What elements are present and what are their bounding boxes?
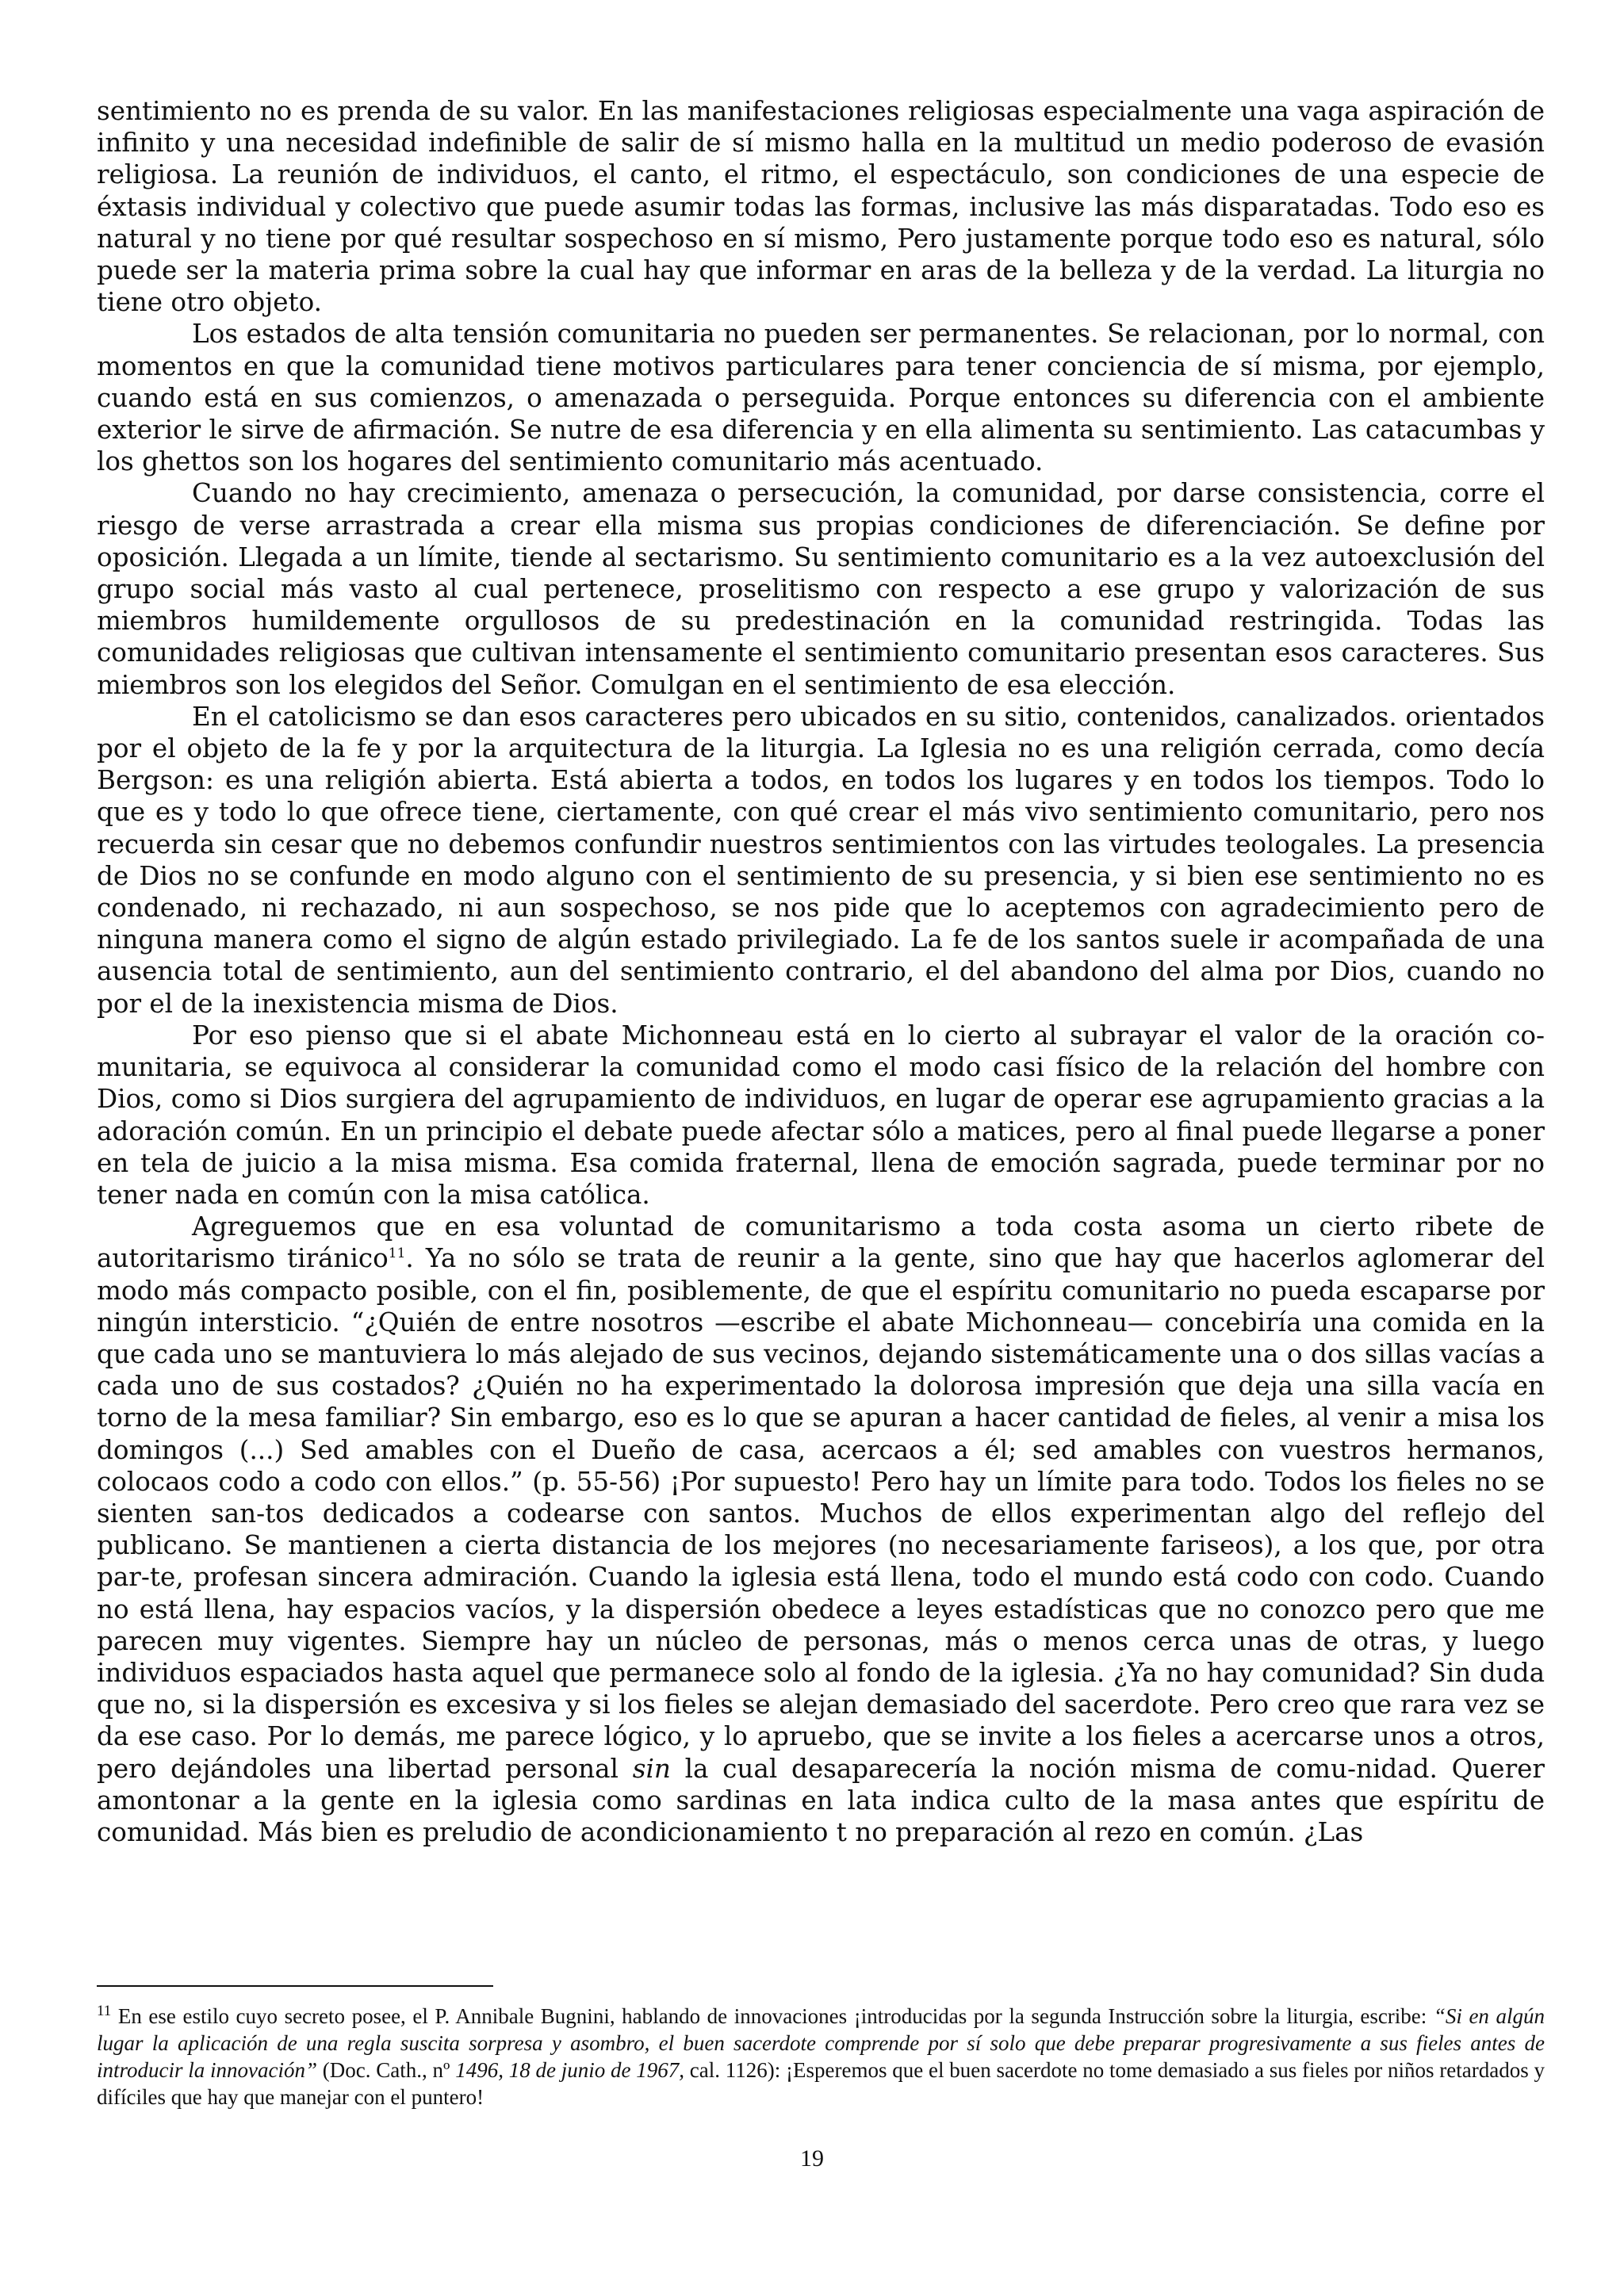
paragraph-3: Cuando no hay crecimiento, amenaza o persecución, la comunidad, por darse consistencia, corre el riesgo de verse arrastrada a crear ella misma sus propias condiciones de diferenciación. Se define por oposición. Llegada a un límite, tiende al sectarismo. Su sentimiento comunitario es a la vez autoexclusión del grupo social más vasto al cual pertenece, proselitismo con respecto a ese grupo y valorización de sus miembros humildemente orgullosos de su predestinación en la comunidad restringida. Todas las comunidades religiosas que cultivan intensamente el sentimiento comunitario presentan esos caracteres. Sus miembros son los elegidos del Señor. Comulgan en el sentimiento de esa elección. (97, 478, 1545, 700)
page-number: 19 (800, 2145, 824, 2172)
paragraph-6-start: Agreguemos que en esa voluntad de comunitarismo a toda costa asoma un cierto ribete de autoritarismo tiránico (97, 1211, 1545, 1274)
paragraph-6-end: la cual desaparecería la noción misma de comu-nidad. Querer amontonar a la gente en la iglesia como sardinas en lata indica culto de la masa antes que espíritu de comunidad. Más bien es preludio de acondicionamiento t no preparación al rezo en común. ¿Las (97, 1753, 1545, 1847)
footnote-number: 11 (97, 2003, 112, 2019)
footnote-11 (97, 2003, 1545, 2110)
footnote-text-end: cal. 1126): ¡Esperemos que el buen sacerdote no tome demasiado a sus fieles por niños retardados y difíciles que hay que manejar con el puntero! (97, 2058, 1545, 2109)
paragraph-6 (97, 1211, 1545, 1848)
footnote-divider (97, 1985, 493, 1987)
paragraph-4: En el catolicismo se dan esos caracteres pero ubicados en su sitio, contenidos, canalizados. orientados por el objeto de la fe y por la arquitectura de la liturgia. La Iglesia no es una religión cerrada, como decía Bergson: es una religión abierta. Está abierta a todos, en todos los lugares y en todos los tiempos. Todo lo que es y todo lo que ofrece tiene, ciertamente, con qué crear el más vivo sentimiento comunitario, pero nos recuerda sin cesar que no debemos confundir nuestros sentimientos con las virtudes teologales. La presencia de Dios no se confunde en modo alguno con el sentimiento de su presencia, y si bien ese sentimiento no es condenado, ni rechazado, ni aun sospechoso, se nos pide que lo aceptemos con agradecimiento pero de ninguna manera como el signo de algún estado privilegiado. La fe de los santos suele ir acompañada de una ausencia total de sentimiento, aun del sentimiento contrario, el del abandono del alma por Dios, cuando no por el de la inexistencia misma de Dios. (97, 701, 1545, 1019)
footnote-text-start: En ese estilo cuyo secreto posee, el P. Annibale Bugnini, hablando de innovaciones ¡introducidas por la segunda Instrucción sobre la liturgia, escribe: (111, 2004, 1434, 2028)
footnote-citation-date: 1496, 18 de junio de 1967, (455, 2058, 685, 2082)
paragraph-6-middle: . Ya no sólo se trata de reunir a la gente, sino que hay que hacerlos aglomerar del modo más compacto posible, con el fin, posiblemente, de que el espíritu comunitario no pueda escaparse por ningún intersticio. “¿Quién de entre nosotros —escribe el abate Michonneau— concebiría una comida en la que cada uno se mantuviera lo más alejado de sus vecinos, dejando sistemáticamente una o dos sillas vacías a cada uno de sus costados? ¿Quién no ha experimentado la dolorosa impresión que deja una silla vacía en torno de la mesa familiar? Sin embargo, eso es lo que se apuran a hacer cantidad de fieles, al venir a misa los domingos (...) Sed amables con el Dueño de casa, acercaos a él; sed amables con vuestros hermanos, colocaos codo a codo con ellos.” (p. 55-56) ¡Por supuesto! Pero hay un límite para todo. Todos los fieles no se sienten san-tos dedicados a codearse con santos. Muchos de ellos experimentan algo del reflejo del publicano. Se mantienen a cierta distancia de los mejores (no necesariamente fariseos), a los que, por otra par-te, profesan sincera admiración. Cuando la iglesia está llena, todo el mundo está codo con codo. Cuando no está llena, hay espacios vacíos, y la dispersión obedece a leyes estadísticas que no conozco pero que me parecen muy vigentes. Siempre hay un núcleo de personas, más o menos cerca unas de otras, y luego individuos espaciados hasta aquel que permanece solo al fondo de la iglesia. ¿Ya no hay comunidad? Sin duda que no, si la dispersión es excesiva y si los fieles se alejan demasiado del sacerdote. Pero creo que rara vez se da ese caso. Por lo demás, me parece lógico, y lo apruebo, que se invite a los fieles a acercarse unos a otros, pero dejándoles una libertad personal (97, 1243, 1545, 1784)
paragraph-2: Los estados de alta tensión comunitaria no pueden ser permanentes. Se relacionan, por lo normal, con momentos en que la comunidad tiene motivos particulares para tener conciencia de sí misma, por ejemplo, cuando está en sus comienzos, o amenazada o perseguida. Porque entonces su diferencia con el ambiente exterior le sirve de afirmación. Se nutre de esa diferencia y en ella alimenta su sentimiento. Las catacumbas y los ghettos son los hogares del sentimiento comunitario más acentuado. (97, 319, 1545, 477)
footnote-reference[interactable]: 11 (388, 1246, 406, 1262)
footnote-citation: (Doc. Cath., nº (317, 2058, 456, 2082)
footnote-quote: “Si en algún lugar la aplicación de una regla suscita sorpresa y asombro, el buen sacerdote comprende por sí solo que debe preparar progresivamente a sus fieles antes de introducir la innovación” (97, 2004, 1545, 2082)
paragraph-5: Por eso pienso que si el abate Michonneau está en lo cierto al subrayar el valor de la oración co-munitaria, se equivoca al considerar la comunidad como el modo casi físico de la relación del hombre con Dios, como si Dios surgiera del agrupamiento de individuos, en lugar de operar ese agrupamiento gracias a la adoración común. En un principio el debate puede afectar sólo a matices, pero al final puede llegarse a poner en tela de juicio a la misa misma. Esa comida fraternal, llena de emoción sagrada, puede terminar por no tener nada en común con la misa católica. (97, 1020, 1545, 1210)
paragraph-1: sentimiento no es prenda de su valor. En las manifestaciones religiosas especialmente una vaga aspiración de infinito y una necesidad indefinible de salir de sí mismo halla en la multitud un medio poderoso de evasión religiosa. La reunión de individuos, el canto, el ritmo, el espectáculo, son condiciones de una especie de éxtasis individual y colectivo que puede asumir todas las formas, inclusive las más disparatadas. Todo eso es natural y no tiene por qué resultar sospechoso en sí mismo, Pero justamente porque todo eso es natural, sólo puede ser la materia prima sobre la cual hay que informar en aras de la belleza y de la verdad. La liturgia no tiene otro objeto. (97, 96, 1545, 318)
emphasis-sin: sin (632, 1753, 671, 1784)
page-body (97, 95, 1545, 1848)
